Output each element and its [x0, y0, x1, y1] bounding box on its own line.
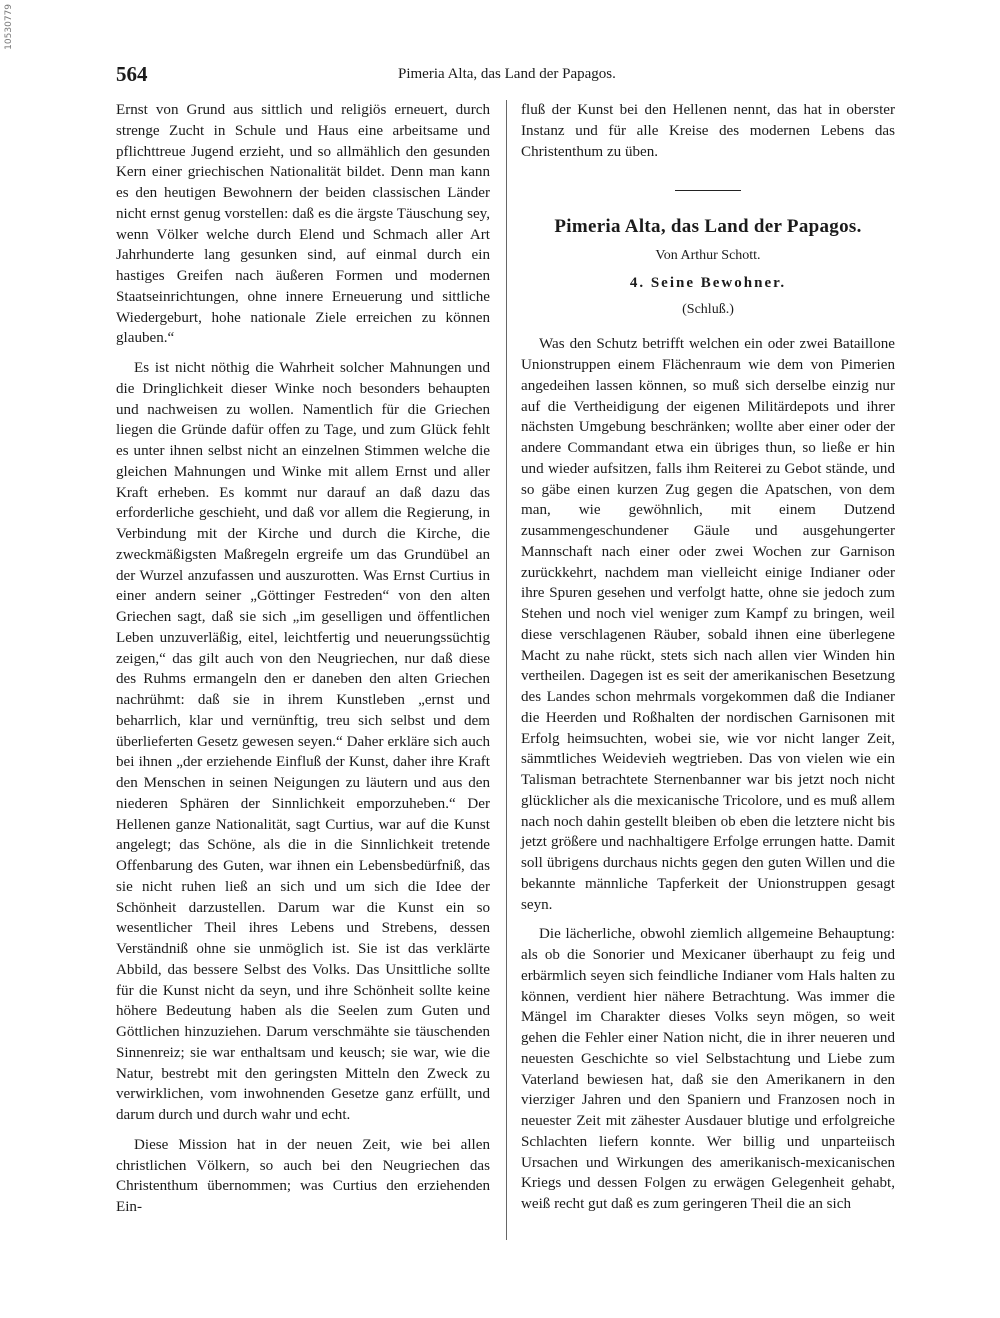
scan-id-label: 10530779	[4, 4, 14, 50]
right-column	[521, 100, 895, 1215]
paragraph: Die lächerliche, obwohl ziemlich allgemeine Behauptung: als ob die Sonorier und Mexicaner überhaupt zu feig und erbärmlich seyen sich feindliche Indianer vom Hals halten zu können, verdient hier nähere Betrachtung. Was immer die Mängel im Charakter dieses Volks seyn mögen, so weit gehen die Fehler einer Nation nicht, die in ihrer neueren und neuesten Geschichte so viel Selbstachtung und Liebe zum Vaterland bewiesen hat, daß sie den Amerikanern in den vierziger Jahren und den Spaniern und Franzosen noch in neuester Zeit mit zähester Ausdauer blutige und erfolgreiche Schlachten liefern konnte. Wer billig und unparteiisch Ursachen und Wirkungen des amerikanisch-mexicanischen Kriegs und dessen Folgen zu erwägen Gelegenheit gehabt, weiß recht gut daß es zum geringeren Theil die an sich	[521, 926, 895, 1212]
article-author: Von Arthur Schott.	[655, 248, 761, 263]
left-column	[116, 100, 490, 1218]
page-header	[116, 62, 896, 92]
page-number: 564	[116, 62, 148, 86]
running-title: Pimeria Alta, das Land der Papagos.	[398, 66, 616, 82]
paragraph-continuation: fluß der Kunst bei den Hellenen nennt, das hat in oberster Instanz und für alle Kreise des modernen Lebens das Christenthum zu üben.	[521, 102, 895, 160]
column-divider	[506, 100, 507, 1240]
article-section-heading: 4. Seine Bewohner.	[629, 274, 787, 291]
paragraph: Was den Schutz betrifft welchen ein oder zwei Bataillone Unionstruppen einem Flächenraum wie dem von Pimerien angedeihen lassen können, so muß sich derselbe einzig nur auf die Vertheidigung der eigenen Militärdepots und ihrer nächsten Umgebung beschränken; wollte aber einer oder der andere Commandant etwa ein übriges thun, so ließe er hin und wieder aufsitzen, falls ihm Reiterei zu Gebot stände, und so gäbe einen kurzen Zug gegen die Apatschen, von dem man, wie gewöhnlich, mit einem Dutzend zusammengeschundener Gäule und ausgehungerter Mannschaft nach einer oder zwei Wochen zur Garnison zurückkehrt, nachdem man vielleicht einige Indianer oder ihre Spuren gesehen und verfolgt hatte, ohne sie jedoch zum Stehen und noch viel weniger zum Kampf zu bringen, weil diese verschlagenen Räuber, sobald ihnen eine überlegene Macht zu nahe rückt, stets sich nach allen vier Winden hin vertheilen. Dagegen ist es seit der amerikanischen Besetzung des Landes schon mehrmals vorgekommen daß die Indianer die Heerden und Roßhalten der nordischen Garnisonen mit Erfolg heimsuchten, wobei sie, wie vor nicht langer Zeit, sämmtliches Weidevieh wegtrieben. Das von vielen wie ein Talisman betrachtete Sternenbanner war bis jetzt noch nicht glücklicher als die mexicanische Tricolore, und es muß allem nach noch dahin gestellt bleiben ob eben die letztere nicht bis jetzt größere und nachhaltigere Erfolge errungen hatte. Damit soll übrigens durchaus nichts gegen den guten Willen und die bekannte männliche Tapferkeit der Unionstruppen gesagt seyn.	[521, 336, 895, 913]
article-title: Pimeria Alta, das Land der Papagos.	[554, 216, 862, 238]
section-rule	[675, 190, 741, 191]
paragraph: Diese Mission hat in der neuen Zeit, wie bei allen christlichen Völkern, so auch bei den Neugriechen das Christenthum übernommen; was Curtius den erziehenden Ein-	[116, 1136, 490, 1215]
paragraph: Es ist nicht nöthig die Wahrheit solcher Mahnungen und die Dringlichkeit dieser Winke noch besonders behaupten und nachweisen zu wollen. Namentlich für die Griechen liegen die Gründe dafür offen zu Tage, und zum Glück fehlt es unter ihnen selbst nicht an einzelnen Stimmen welche die gleichen Mahnungen und Winke mit allem Ernst und aller Kraft erheben. Es kommt nur darauf an daß dazu das erforderliche geschieht, und daß vor allem die Regierung, in Verbindung mit der Kirche und durch die Kirche, die zweckmäßigsten Maßregeln ergreife um das Grundübel an der Wurzel anzufassen und auszurotten. Was Ernst Curtius in einer andern seiner „Göttinger Festreden“ von den alten Griechen sagt, daß sie sich „im geselligen und öffentlichen Leben unzuverläßig, eitel, leichtfertig und neuerungssüchtig zeigen,“ das gilt auch von den Neugriechen, nur daß diese des Ruhms ermangeln den er daneben den alten Griechen nachrühmt: daß sie in ihrem Kunstleben „ernst und beharrlich, klar und vernünftig, treu sich selbst und dem überlieferten Gesetz gewesen seyen.“ Daher erkläre sich auch bei ihnen „der erziehende Einfluß der Kunst, daher ihre Kraft den Menschen in seinen Neigungen zu läutern und aus den niederen Sphären der Sinnlichkeit emporzuheben.“ Der Hellenen ganze Nationalität, sagt Curtius, war auf die Kunst angelegt; das Schöne, als die in die Sinnlichkeit tretende Offenbarung des Guten, war ihnen ein Lebensbedürfniß, das sie nicht ruhen ließ an sich und um sich die Idee der Schönheit darzustellen. Darum war die Kunst ein so wesentlicher Theil ihres Lebens und Strebens, dessen Verständniß ohne sie unmöglich ist. Sie ist das verklärte Abbild, das bessere Selbst des Volks. Das Unsittliche sollte für die Kunst nicht da seyn, und ihre Schönheit sollte keine höhere Bedeutung haben als die Seelen zum Guten und Göttlichen hinzuziehen. Darum verschmähte sie täuschenden Sinnenreiz; sie war enthaltsam und keusch; sie war, wie die Natur, bestrebt mit den geringsten Mitteln den Zweck zu verwirklichen, vom inwohnenden Gesetze ganz erfüllt, und darum durch und durch wahr und echt.	[116, 360, 490, 1123]
continued-note: (Schluß.)	[682, 301, 734, 317]
paragraph: Ernst von Grund aus sittlich und religiös erneuert, durch strenge Zucht in Schule und Haus eine arbeitsame und pflichttreue Jugend erzieht, und so allmählich den gesunden Kern einer griechischen Nationalität bildet. Denn man kann es den heutigen Bewohnern der beiden classischen Länder nicht ernst genug vorstellen: daß es die ärgste Täuschung sey, wenn Völker welche durch Elend und Schmach aller Art Jahrhunderte lang gesunken sind, auf einmal durch ein hastiges Greifen nach äußeren Formen und modernen Staatseinrichtungen, ohne innere Erneuerung und sittliche Wiedergeburt, hohe nationale Ziele erreichen zu können glauben.“	[116, 102, 490, 347]
